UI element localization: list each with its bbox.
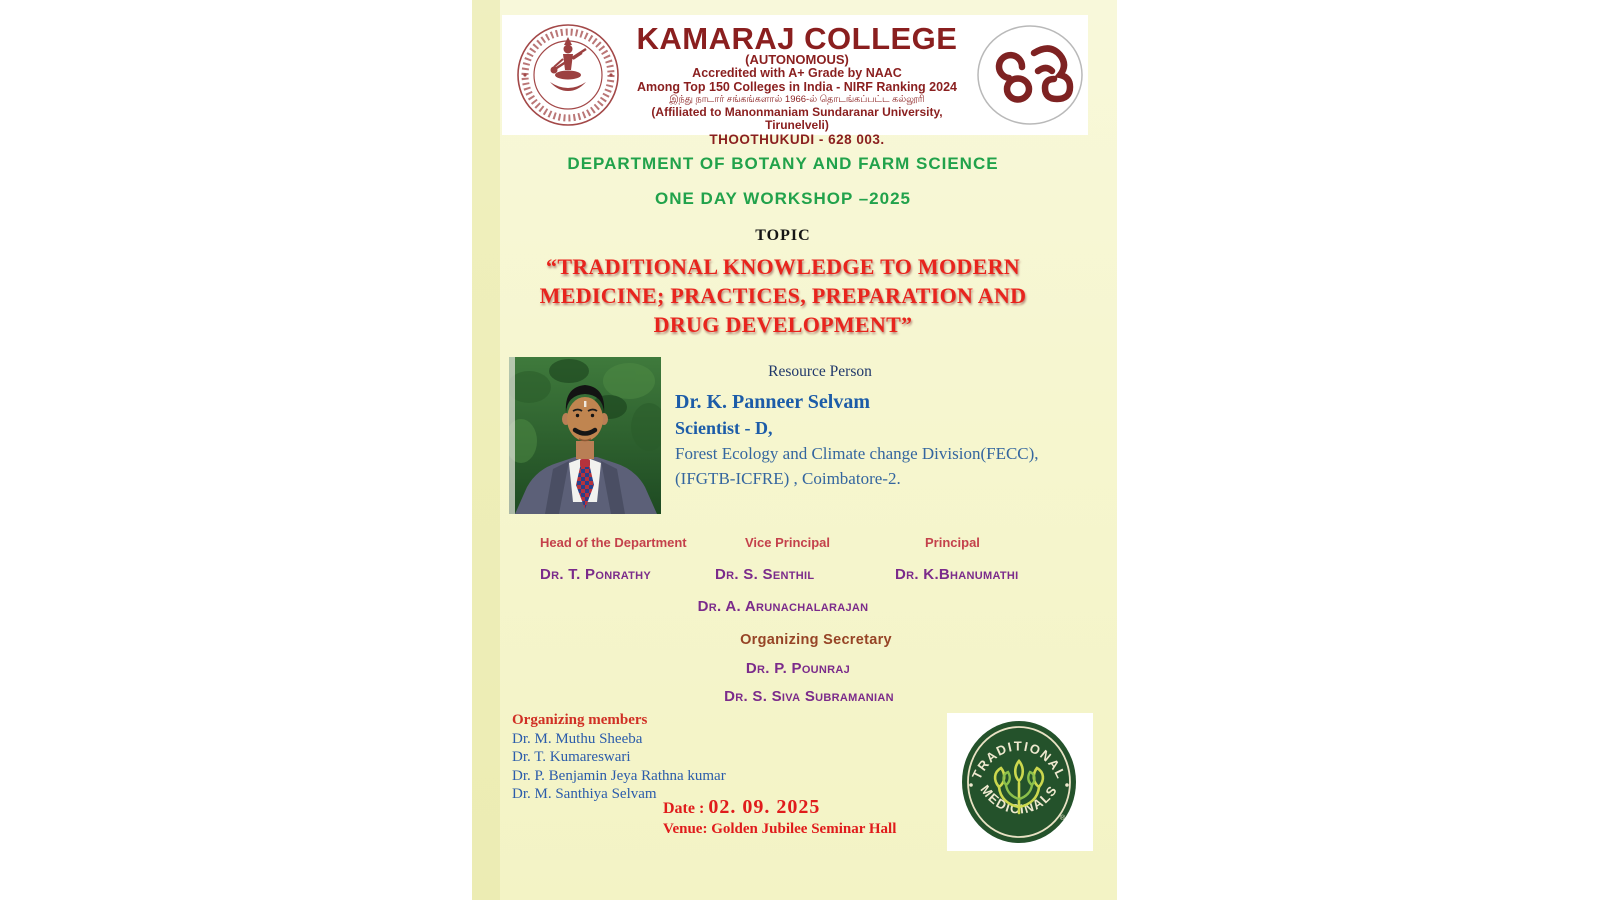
resource-person-photo [509, 357, 661, 514]
role-vice-principal: Vice Principal [745, 535, 831, 550]
college-autonomous: (AUTONOMOUS) [745, 52, 849, 67]
college-location: THOOTHUKUDI - 628 003. [709, 131, 885, 147]
organizing-members-heading: Organizing members [512, 712, 648, 728]
event-date-value: 02. 09. 2025 [708, 796, 821, 818]
organizing-secretary-name-1: Dr. P. Pounraj [745, 660, 851, 677]
header-band [502, 15, 1088, 147]
organizing-members-list [512, 711, 726, 804]
topic-line-3: DRUG DEVELOPMENT” [653, 312, 913, 337]
organizing-member: Dr. M. Muthu Sheeba [512, 730, 643, 747]
department-title: DEPARTMENT OF BOTANY AND FARM SCIENCE [567, 154, 999, 173]
college-name: KAMARAJ COLLEGE [636, 21, 958, 56]
tm-registered-mark: ® [1060, 815, 1066, 822]
organizing-secretary-name-2: Dr. S. Siva Subramanian [724, 688, 894, 705]
traditional-medicinals-icon [957, 717, 1081, 847]
topic-line-1: “TRADITIONAL KNOWLEDGE TO MODERN [546, 254, 1020, 279]
organizing-member: Dr. T. Kumareswari [512, 749, 631, 765]
topic-title [472, 252, 1094, 339]
official-name-vice-principal: Dr. S. Senthil [715, 566, 815, 583]
resource-person-designation: Scientist - D, [675, 418, 773, 438]
college-accreditation: Accredited with A+ Grade by NAAC [692, 66, 902, 80]
resource-person-institute: (IFGTB-ICFRE) , Coimbatore-2. [675, 469, 901, 488]
tm-arc-top-text: TRADITIONAL [968, 738, 1070, 782]
tamil-om-icon [976, 23, 1084, 127]
college-ranking: Among Top 150 Colleges in India - NIRF Ranking 2024 [637, 79, 957, 94]
event-venue: Venue: Golden Jubilee Seminar Hall [663, 821, 897, 837]
college-header-text [620, 21, 974, 147]
traditional-medicinals-logo-block [947, 713, 1093, 851]
college-seal-icon [516, 23, 620, 127]
organizing-member: Dr. P. Benjamin Jeya Rathna kumar [512, 767, 726, 784]
resource-person-heading: Resource Person [768, 363, 872, 380]
role-head-of-department: Head of the Department [540, 535, 687, 550]
organizing-secretary-heading: Organizing Secretary [740, 632, 892, 648]
official-name-principal: Dr. K.Bhanumathi [895, 566, 1019, 583]
resource-person-name: Dr. K. Panneer Selvam [675, 391, 870, 413]
event-date [663, 796, 820, 819]
tm-arc-bottom-text: MEDICINALS [977, 782, 1061, 817]
topic-line-2: MEDICINE; PRACTICES, PREPARATION AND [539, 283, 1027, 308]
college-affiliation: (Affiliated to Manonmaniam Sundaranar University, Tirunelveli) [651, 104, 943, 132]
resource-person-division: Forest Ecology and Climate change Division(FECC), [675, 444, 1039, 463]
official-name-hod: Dr. T. Ponrathy [540, 566, 652, 583]
workshop-title: ONE DAY WORKSHOP –2025 [655, 189, 911, 208]
official-name-additional: Dr. A. Arunachalarajan [697, 598, 869, 615]
event-date-label: Date : [663, 800, 705, 817]
organizing-member: Dr. M. Santhiya Selvam [512, 786, 657, 802]
role-principal: Principal [925, 535, 980, 550]
topic-label: TOPIC [755, 227, 811, 244]
college-tamil-line: இந்து நாடார் சங்கங்களால் 1966-ல் தொடங்கப்பட்ட கல்லூரி [669, 94, 925, 105]
workshop-poster [472, 0, 1117, 900]
